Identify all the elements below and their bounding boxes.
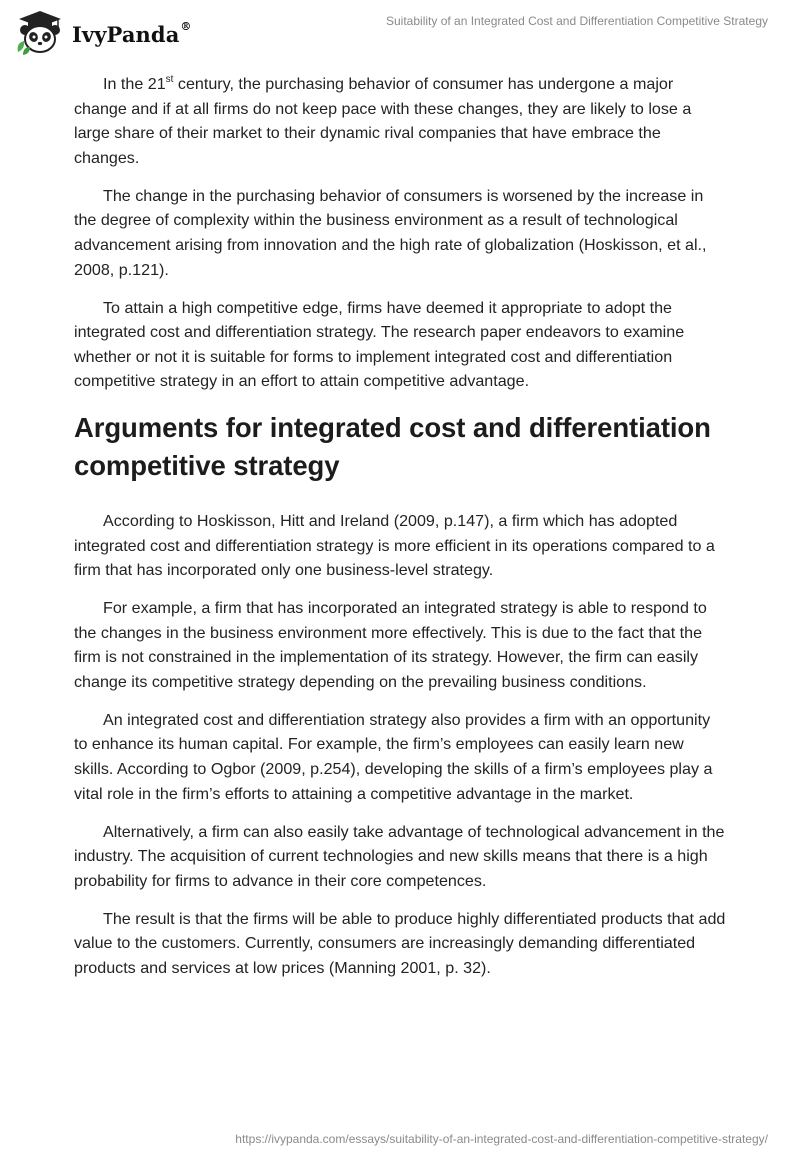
essay-content	[74, 72, 726, 994]
source-url[interactable]: https://ivypanda.com/essays/suitability-of-an-integrated-cost-and-differentiation-competitive-strategy/	[235, 1132, 768, 1146]
arguments-paragraph-2: For example, a firm that has incorporated an integrated strategy is able to respond to the changes in the business environment more effectively. This is due to the fact that the firm is not constrained in the implementation of its strategy. However, the firm can easily change its competitive strategy depending on the prevailing business conditions.	[74, 599, 707, 691]
registered-mark: ®	[180, 19, 192, 33]
section-heading: Arguments for integrated cost and differentiation competitive strategy	[74, 411, 711, 481]
panda-graduate-logo-icon	[14, 10, 66, 56]
arguments-paragraph-4: Alternatively, a firm can also easily take advantage of technological advancement in the industry. The acquisition of current technologies and new skills means that there is a high probability for firms to advance in their core competences.	[74, 822, 725, 890]
arguments-paragraph-3: An integrated cost and differentiation strategy also provides a firm with an opportunity to enhance its human capital. For example, the firm’s employees can easily learn new skills. According to Ogbor (2009, p.254), developing the skills of a firm’s employees play a vital role in the firm’s efforts to attaining a competitive advantage in the market.	[74, 710, 713, 803]
intro-paragraph-1: In the 21st century, the purchasing behavior of consumer has undergone a major change and if at all firms do not keep pace with these changes, they are likely to lose a large share of their market to their dynamic rival companies that have embrace the changes.	[74, 73, 692, 167]
ivypanda-logo[interactable]	[14, 10, 192, 56]
page-header	[0, 0, 800, 70]
intro-paragraph-2: The change in the purchasing behavior of consumers is worsened by the increase in the degree of complexity within the business environment as a result of technological advancement arising from innovation and the high rate of globalization (Hoskisson, et al., 2008, p.121).	[74, 186, 707, 279]
arguments-paragraph-5: The result is that the firms will be able to produce highly differentiated products that add value to the customers. Currently, consumers are increasingly demanding differentiated products and services at low prices (Manning 2001, p. 32).	[74, 909, 726, 977]
arguments-paragraph-1: According to Hoskisson, Hitt and Ireland (2009, p.147), a firm which has adopted integrated cost and differentiation strategy is more efficient in its operations compared to a firm that has incorporated only one business-level strategy.	[74, 511, 715, 580]
brand-name: IvyPanda®	[72, 19, 192, 47]
intro-paragraph-3: To attain a high competitive edge, firms have deemed it appropriate to adopt the integrated cost and differentiation strategy. The research paper endeavors to examine whether or not it is suitable for forms to implement integrated cost and differentiation competitive strategy in an effort to attain competitive advantage.	[74, 298, 685, 391]
document-title: Suitability of an Integrated Cost and Differentiation Competitive Strategy	[386, 14, 768, 28]
